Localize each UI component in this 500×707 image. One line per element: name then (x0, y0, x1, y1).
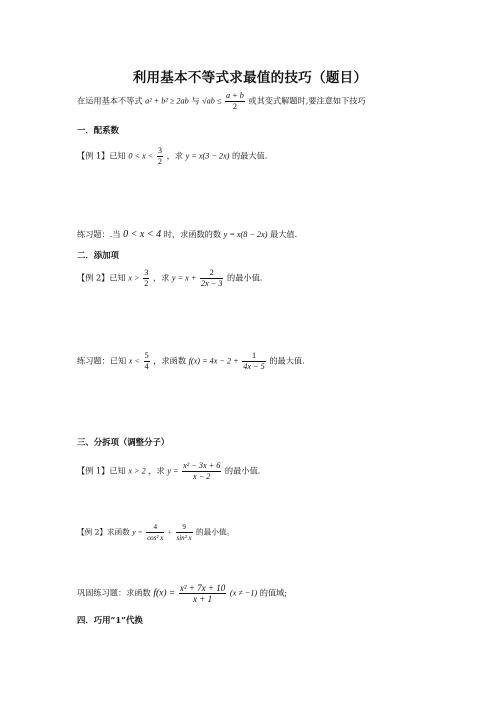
practice-suffix: 的值域; (259, 587, 288, 598)
condition-lhs: 0 < x < (128, 151, 154, 161)
condition-fraction (143, 268, 149, 289)
fraction-denominator: x + 1 (193, 594, 213, 604)
function-fraction (200, 268, 223, 289)
fraction-numerator: 1 (242, 351, 265, 362)
condition: 0 < x < 4 (123, 229, 162, 240)
intro-formula-2-lhs: √ab ≤ (202, 96, 222, 106)
fraction-denominator: 4 (144, 362, 149, 371)
section-4-heading: 四．巧用”1”代换 (77, 615, 143, 625)
section-2-practice (77, 351, 305, 372)
fraction-numerator: x² − 3x + 6 (183, 461, 221, 470)
section-2-heading: 二．添加项 (77, 250, 119, 260)
condition: x > 2 (128, 466, 146, 476)
function-fraction (242, 351, 265, 372)
condition-lhs: x > (128, 273, 140, 283)
example-connector: ，求 (148, 465, 165, 476)
section-1-practice (77, 229, 297, 240)
fraction-numerator: x² + 7x + 10 (179, 583, 226, 593)
example-suffix: 的最小值. (227, 272, 263, 283)
condition-lhs: x < (128, 356, 140, 366)
example-connector: ，求 (166, 150, 183, 161)
function-fraction (182, 461, 221, 482)
fraction-numerator: 4 (146, 522, 164, 533)
practice-suffix: 的最大值. (269, 355, 305, 366)
condition-fraction (157, 146, 163, 167)
fraction-numerator: 9 (176, 522, 193, 533)
fraction-numerator: 2 (200, 268, 223, 279)
practice-connector: 时，求函数的数 (163, 229, 222, 239)
function-lhs: f(x) = (153, 588, 176, 599)
practice-label: 巩固练习题：求函数 (77, 587, 151, 598)
function-expression: y = x(8 − 2x) (223, 230, 268, 239)
fraction-numerator: 5 (144, 351, 149, 360)
example-label: 【例 1】已知 (77, 465, 126, 476)
practice-suffix: 最大值. (270, 229, 298, 239)
function-lhs: y = x + (171, 273, 197, 283)
intro-text-pre: 在运用基本不等式 (77, 95, 143, 106)
function-lhs: y = (167, 466, 179, 476)
fraction-denominator: 2 (157, 157, 162, 166)
fraction-denominator: x − 2 (193, 472, 211, 481)
plus-sign: + (167, 527, 173, 537)
fraction-denominator: 2 (232, 102, 237, 111)
example-label: 【例 2】求函数 (77, 527, 130, 537)
fraction-numerator: 3 (144, 268, 149, 277)
section-3-heading: 三、分拆项（调整分子） (77, 437, 170, 447)
section-1-heading: 一．配系数 (77, 125, 119, 135)
function-expression: y = x(3 − 2x) (185, 151, 230, 161)
fraction-numerator: a + b (225, 91, 244, 100)
intro-formula-2-fraction (225, 91, 245, 112)
example-suffix: 的最大值. (231, 150, 268, 161)
fraction-denominator: cos² x (147, 534, 164, 542)
condition-fraction (144, 351, 150, 372)
intro-line (77, 91, 366, 112)
section-1-example-1 (77, 146, 267, 167)
function-fraction (179, 583, 226, 604)
fraction-denominator: 2 (144, 279, 149, 288)
section-2-example-2 (77, 268, 262, 289)
intro-text-post: 或其变式解题时,要注意如下技巧 (248, 95, 366, 106)
example-suffix: 的最小值。 (196, 527, 235, 537)
section-3-example-1 (77, 461, 260, 482)
intro-connector: 与 (191, 95, 200, 106)
domain-condition: (x ≠ −1) (229, 588, 258, 598)
function-fraction-2 (176, 522, 193, 543)
function-fraction-1 (146, 522, 164, 543)
fraction-numerator: 3 (157, 146, 162, 155)
example-suffix: 的最小值. (224, 465, 261, 476)
practice-label: 练习题：.当 (77, 229, 121, 239)
fraction-denominator: sin² x (176, 534, 192, 542)
function-lhs: y = (132, 527, 143, 537)
fraction-denominator: 2x − 3 (200, 279, 223, 288)
example-label: 【例 2】已知 (77, 272, 126, 283)
function-lhs: f(x) = 4x − 2 + (188, 356, 239, 366)
example-label: 【例 1】已知 (77, 150, 126, 161)
page-title: 利用基本不等式求最值的技巧（题目） (132, 70, 368, 86)
section-3-practice (77, 583, 287, 604)
intro-formula-1: a² + b² ≥ 2ab (145, 96, 189, 106)
section-3-example-2 (77, 522, 234, 543)
practice-label: 练习题：已知 (77, 355, 127, 366)
example-connector: ，求 (152, 272, 170, 283)
practice-connector: ，求函数 (153, 355, 187, 366)
fraction-denominator: 4x − 5 (243, 362, 265, 371)
